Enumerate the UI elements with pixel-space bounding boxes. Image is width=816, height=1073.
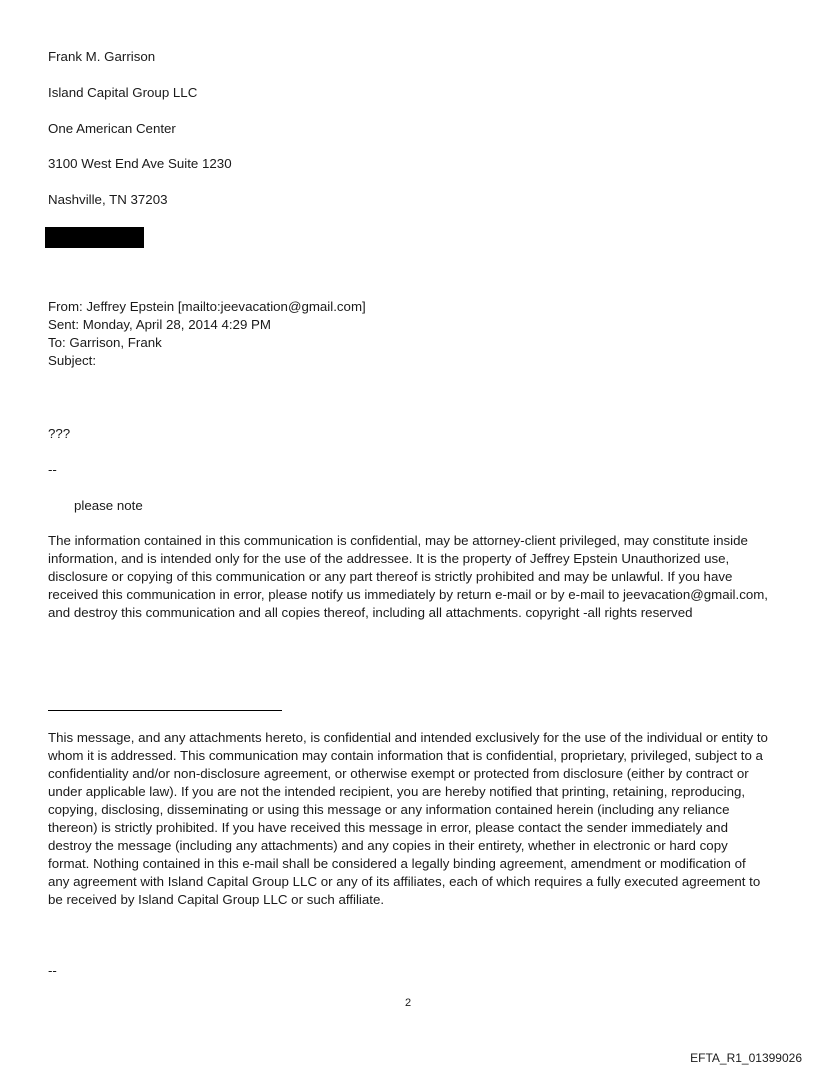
header-to: To: Garrison, Frank <box>48 335 162 350</box>
footer-separator: -- <box>48 963 57 978</box>
page-number: 2 <box>404 997 412 1009</box>
redaction-box <box>45 227 144 248</box>
note-heading: please note <box>74 498 143 513</box>
signature-company: Island Capital Group LLC <box>48 85 198 100</box>
divider-line <box>48 710 282 711</box>
bates-number: EFTA_R1_01399026 <box>690 1051 802 1065</box>
header-sent: Sent: Monday, April 28, 2014 4:29 PM <box>48 317 271 332</box>
signature-name: Frank M. Garrison <box>48 49 156 64</box>
signature-building: One American Center <box>48 121 176 136</box>
message-body: ??? <box>48 426 71 441</box>
signature-city: Nashville, TN 37203 <box>48 192 168 207</box>
header-subject: Subject: <box>48 353 97 368</box>
confidentiality-notice: The information contained in this communication is confidential, may be attorney-client privileged, may constitute inside information, and is intended only for the use of the addressee. It is the property of Jeffrey Epstein Unauthorized use, disclosure or copying of this communication or any part thereof is strictly prohibited and may be unlawful. If you have received this communication in error, please notify us immediately by return e-mail or by e-mail to jeevacation@gmail.com, and destroy this communication and all copies thereof, including all attachments. copyright -all rights reserved <box>48 533 769 620</box>
header-from: From: Jeffrey Epstein [mailto:jeevacation@gmail.com] <box>48 299 366 314</box>
signature-street: 3100 West End Ave Suite 1230 <box>48 156 232 171</box>
body-separator: -- <box>48 462 57 477</box>
disclaimer-text: This message, and any attachments hereto, is confidential and intended exclusively for the use of the individual or entity to whom it is addressed. This communication may contain information that is confidential, proprietary, privileged, subject to a confidentiality and/or non-disclosure agreement, or otherwise exempt or protected from disclosure (either by contract or under applicable law). If you are not the intended recipient, you are hereby notified that printing, retaining, reproducing, copying, disclosing, disseminating or using this message or any information contained herein (including any reliance thereon) is strictly prohibited. If you have received this message in error, please contact the sender immediately and destroy the message (including any attachments) and any copies in their entirety, whether in electronic or hard copy format. Nothing contained in this e-mail shall be considered a legally binding agreement, amendment or modification of any agreement with Island Capital Group LLC or any of its affiliates, each of which requires a fully executed agreement to be received by Island Capital Group LLC or such affiliate. <box>48 730 768 907</box>
